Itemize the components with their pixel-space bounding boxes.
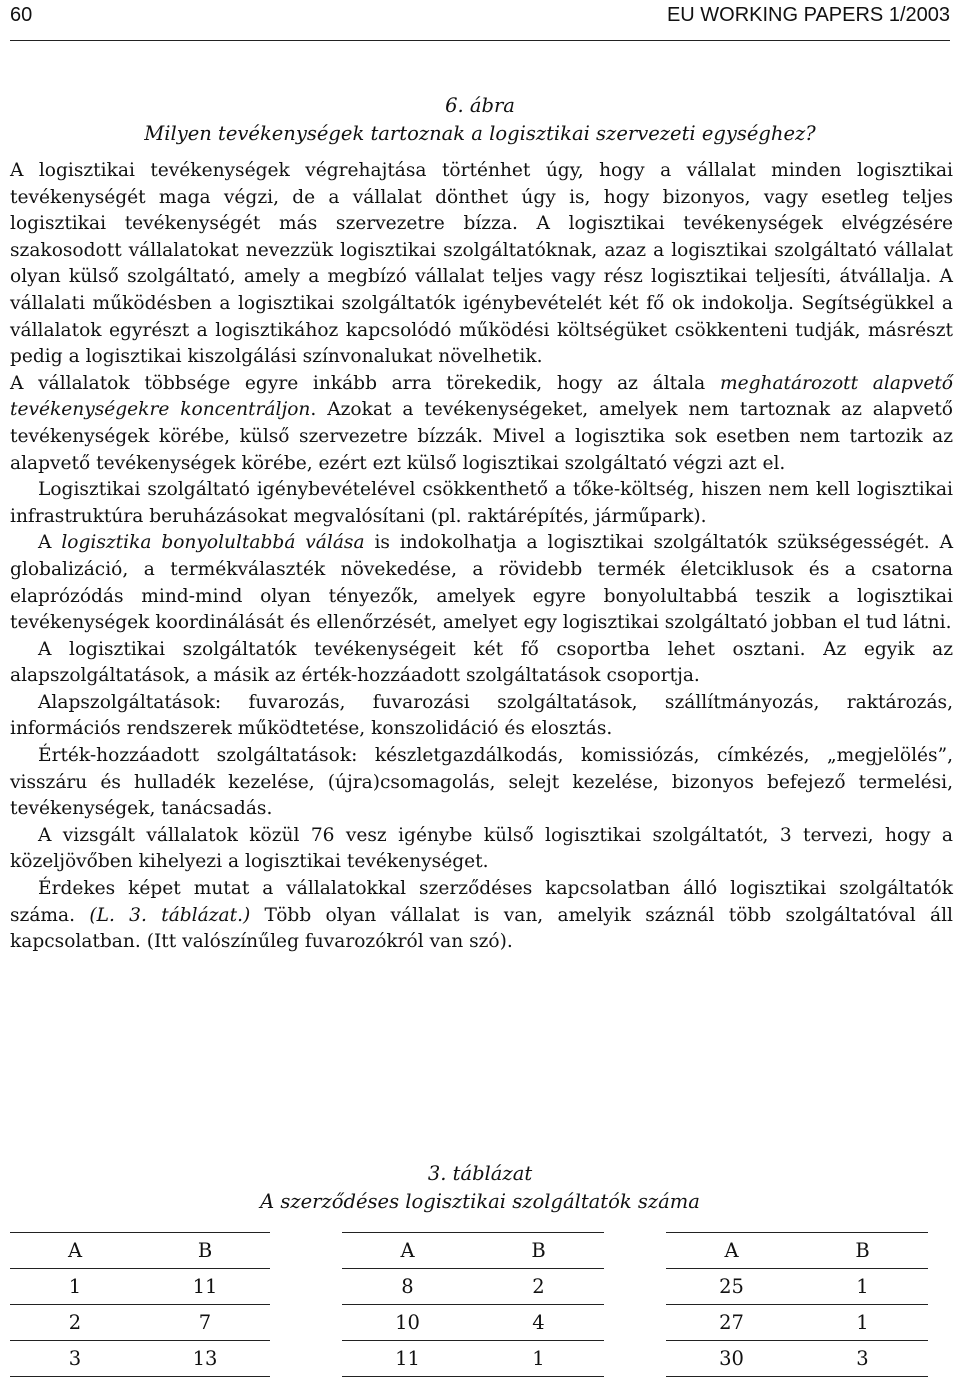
table-cell: 11	[140, 1269, 270, 1305]
table-caption	[0, 1160, 960, 1216]
table-label: 3. táblázat	[427, 1162, 533, 1185]
running-header	[10, 0, 950, 41]
column-header-b: B	[473, 1233, 604, 1269]
table-row	[342, 1305, 604, 1341]
page-number: 60	[10, 4, 33, 26]
column-header-b: B	[797, 1233, 928, 1269]
table-row	[10, 1269, 270, 1305]
table-cell: 25	[666, 1269, 797, 1305]
provider-table-block-1	[10, 1232, 270, 1377]
table-cell: 1	[797, 1305, 928, 1341]
paragraph-8: A vizsgált vállalatok közül 76 vesz igénybe külső logisztikai szolgáltatót, 3 tervezi, hogy a közeljövőben kihelyezi a logisztikai tevékenységet.	[10, 824, 953, 873]
table-header-row	[666, 1233, 928, 1269]
table-row	[666, 1269, 928, 1305]
provider-table-block-2	[342, 1232, 604, 1377]
table-row	[342, 1269, 604, 1305]
table-cell: 2	[473, 1269, 604, 1305]
column-header-b: B	[140, 1233, 270, 1269]
table-cell: 10	[342, 1305, 473, 1341]
table-cell: 30	[666, 1341, 797, 1377]
series-title: EU WORKING PAPERS 1/2003	[666, 4, 950, 26]
table-cell: 8	[342, 1269, 473, 1305]
table-cell: 27	[666, 1305, 797, 1341]
table-row	[10, 1341, 270, 1377]
paragraph-6: Alapszolgáltatások: fuvarozás, fuvarozási szolgáltatások, szállítmányozás, raktározás, információs rendszerek működtetése, konszolidáció és elosztás.	[10, 691, 953, 740]
table-cell: 3	[10, 1341, 140, 1377]
paragraph-2: A vállalatok többsége egyre inkább arra törekedik, hogy az általa meghatározott alapvető tevékenységekre koncentráljon. Azokat a tevékenységeket, amelyek nem tartoznak az alapvető tevékenységek körébe, külső szervezetre bízzák. Mivel a logisztika sok esetben nem tartozik az alapvető tevékenységek körébe, ezért ezt külső logisztikai szolgáltató végzi azt el.	[10, 372, 953, 474]
table-row	[342, 1341, 604, 1377]
emphasis-core-activities: meghatározott alapvető tevékenységekre koncentráljon	[10, 372, 953, 421]
table-header-row	[10, 1233, 270, 1269]
table-cell: 11	[342, 1341, 473, 1377]
figure-caption	[0, 92, 960, 148]
paragraph-4: A logisztika bonyolultabbá válása is indokolhatja a logisztikai szolgáltatók szükségességét. A globalizáció, a termékválaszték növekedése, a rövidebb termék életciklusok és a csatorna elaprózódás mind-mind olyan tényezők, amelyek egyre bonyolultabbá teszik a logisztikai tevékenységek koordinálását és ellenőrzését, amelyet egy logisztikai szolgáltató jobban el tud látni.	[10, 532, 953, 634]
table-row	[666, 1305, 928, 1341]
paragraph-1: A logisztikai tevékenységek végrehajtása történhet úgy, hogy a vállalat minden logisztikai tevékenységét maga végzi, de a vállalat dönthet úgy is, hogy bizonyos, vagy esetleg teljes logisztikai tevékenységét más szervezetre bízza. A logisztikai tevékenységek elvégzésére szakosodott vállalatokat nevezzük logisztikai szolgáltatóknak, azaz a logisztikai szolgáltató vállalat olyan külső szolgáltató, amely a megbízó vállalat teljes vagy rész logisztikai teljesíti, átvállalja. A vállalati működésben a logisztikai szolgáltatók igénybevételét két fő ok indokolja. Segítségükkel a vállalatok egyrészt a logisztikához kapcsolódó működési költségüket csökkenteni tudják, másrészt pedig a logisztikai kiszolgálási színvonalukat növelhetik.	[10, 160, 953, 368]
table-cell: 2	[10, 1305, 140, 1341]
table-cell: 4	[473, 1305, 604, 1341]
emphasis-complexity: logisztika bonyolultabbá válása	[61, 532, 365, 554]
column-header-a: A	[666, 1233, 797, 1269]
table-header-row	[342, 1233, 604, 1269]
provider-table-block-3	[666, 1232, 928, 1377]
table-cell: 1	[797, 1269, 928, 1305]
paragraph-3: Logisztikai szolgáltató igénybevételével csökkenthető a tőke-költség, hiszen nem kell logisztikai infrastruktúra beruházásokat megvalósítani (pl. raktárépítés, járműpark).	[10, 479, 953, 527]
table-row	[10, 1305, 270, 1341]
table-cell: 13	[140, 1341, 270, 1377]
column-header-a: A	[10, 1233, 140, 1269]
table-cell: 3	[797, 1341, 928, 1377]
paragraph-5: A logisztikai szolgáltatók tevékenységeit két fő csoportba lehet osztani. Az egyik az alapszolgáltatások, a másik az érték-hozzáadott szolgáltatások csoportja.	[10, 638, 953, 687]
figure-title: Milyen tevékenységek tartoznak a logisztikai szervezeti egységhez?	[144, 122, 816, 145]
table-cell: 1	[10, 1269, 140, 1305]
paragraph-7: Érték-hozzáadott szolgáltatások: készletgazdálkodás, komissiózás, címkézés, „megjelölés”, visszáru és hulladék kezelése, (újra)csomagolás, selejt kezelése, bizonyos befejező termelési, tevékenységek, tanácsadás.	[10, 745, 953, 820]
table-row	[666, 1341, 928, 1377]
table-title: A szerződéses logisztikai szolgáltatók száma	[260, 1190, 700, 1213]
table-reference: (L. 3. táblázat.)	[89, 904, 251, 926]
table-cell: 7	[140, 1305, 270, 1341]
table-cell: 1	[473, 1341, 604, 1377]
body-text	[10, 158, 953, 956]
paragraph-9: Érdekes képet mutat a vállalatokkal szerződéses kapcsolatban álló logisztikai szolgáltatók száma. (L. 3. táblázat.) Több olyan vállalat is van, amelyik száznál több szolgáltatóval áll kapcsolatban. (Itt valószínűleg fuvarozókról van szó).	[10, 878, 953, 953]
figure-label: 6. ábra	[445, 94, 515, 117]
column-header-a: A	[342, 1233, 473, 1269]
